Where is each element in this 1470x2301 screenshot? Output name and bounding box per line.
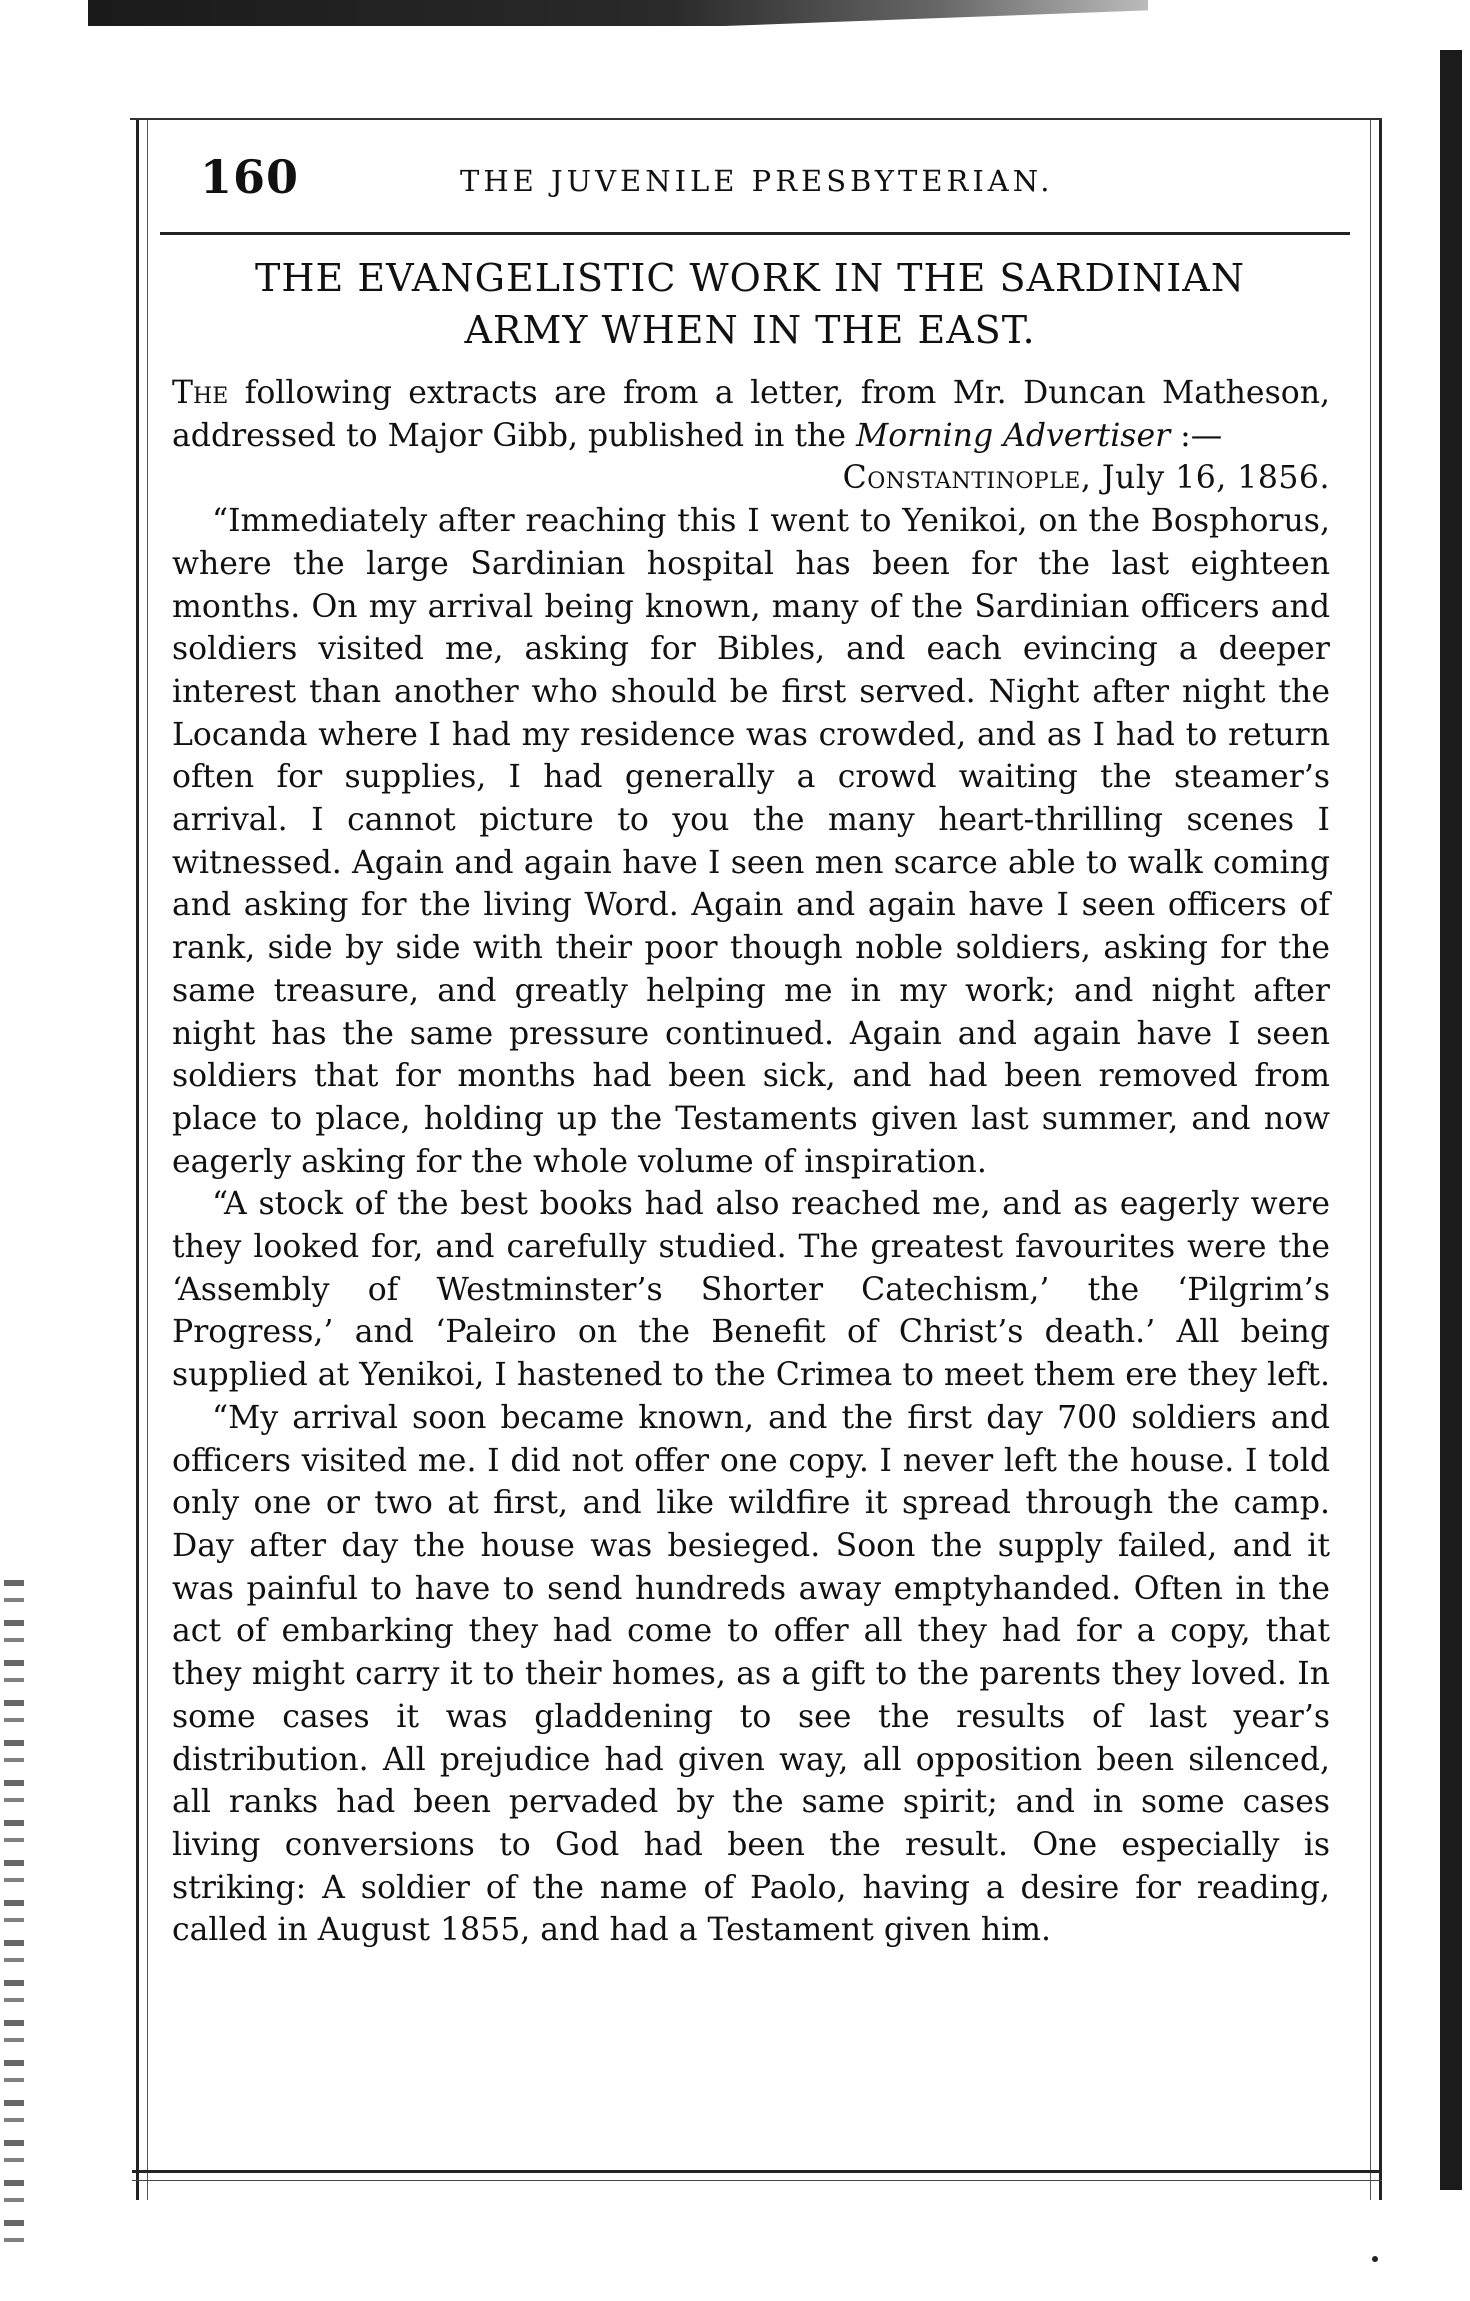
header-rule: [160, 232, 1350, 235]
dateline-date: , July 16, 1856.: [1080, 460, 1330, 497]
article-title: [170, 252, 1330, 356]
letter-paragraph-2: “A stock of the best books had also reached me, and as eagerly were they looked for, and carefully studied. The greatest favourites were the ‘Assembly of Westminster’s Shorter Catechism,’ the ‘Pilgrim’s Progress,’ and ‘Paleiro on the Benefit of Christ’s death.’ All being supplied at Yenikoi, I hastened to the Crimea to meet them ere they left.: [172, 1186, 1331, 1394]
intro-paragraph: [172, 372, 1330, 457]
letter-paragraph-1: “Immediately after reaching this I went to Yenikoi, on the Bosphorus, where the large Sardinian hospital has been for the last eighteen months. On my arrival being known, many of the Sardinian officers and soldiers visited me, asking for Bibles, and each evincing a deeper interest than another who should be first served. Night after night the Locanda where I had my residence was crowded, and as I had to return often for supplies, I had generally a crowd waiting the steamer’s arrival. I cannot picture to you the many heart-thrilling scenes I witnessed. Again and again have I seen men scarce able to walk coming and asking for the living Word. Again and again have I seen officers of rank, side by side with their poor though noble soldiers, asking for the same treasure, and greatly helping me in my work; and night after night has the same pressure continued. Again and again have I seen soldiers that for months had been sick, and had been removed from place to place, holding up the Testaments given last summer, and now eagerly asking for the whole volume of inspiration.: [172, 503, 1330, 1180]
scan-edge-top: [88, 0, 1148, 26]
running-head: THE JUVENILE PRESBYTERIAN.: [460, 164, 1054, 198]
article-body: [172, 372, 1330, 1952]
intro-text: following extracts are from a letter, from Mr. Duncan Matheson, addressed to Major Gibb, published in the: [172, 375, 1330, 454]
title-line-2: ARMY WHEN IN THE EAST.: [464, 308, 1036, 352]
scan-speck: [1372, 2256, 1378, 2262]
letter-paragraph-3: “My arrival soon became known, and the first day 700 soldiers and officers visited me. I did not offer one copy. I never left the house. I told only one or two at first, and like wildfire it spread through the camp. Day after day the house was besieged. Soon the supply failed, and it was painful to have to send hundreds away emptyhanded. Often in the act of embarking they had come to offer all they had for a copy, that they might carry it to their homes, as a gift to the parents they loved. In some cases it was gladdening to see the results of last year’s distribution. All prejudice had given way, all opposition been silenced, all ranks had been pervaded by the same spirit; and in some cases living conversions to God had been the result. One especially is striking: A soldier of the name of Paolo, having a desire for reading, called in August 1855, and had a Testament given him.: [172, 1399, 1330, 1949]
intro-end: :—: [1170, 417, 1223, 454]
bottom-rule: [132, 2170, 1382, 2173]
page-header: [170, 150, 1340, 220]
dateline: [172, 457, 1330, 500]
scan-edge-right: [1440, 50, 1462, 2190]
top-rule: [130, 118, 1382, 120]
intro-first-word: The: [172, 375, 229, 411]
title-line-1: THE EVANGELISTIC WORK IN THE SARDINIAN: [255, 256, 1245, 300]
bottom-rule-thin: [132, 2180, 1382, 2181]
page-number: 160: [200, 150, 300, 204]
scan-edge-left: [4, 1580, 24, 2260]
newspaper-name: Morning Advertiser: [856, 417, 1171, 454]
dateline-place: Constantinople: [842, 460, 1081, 497]
